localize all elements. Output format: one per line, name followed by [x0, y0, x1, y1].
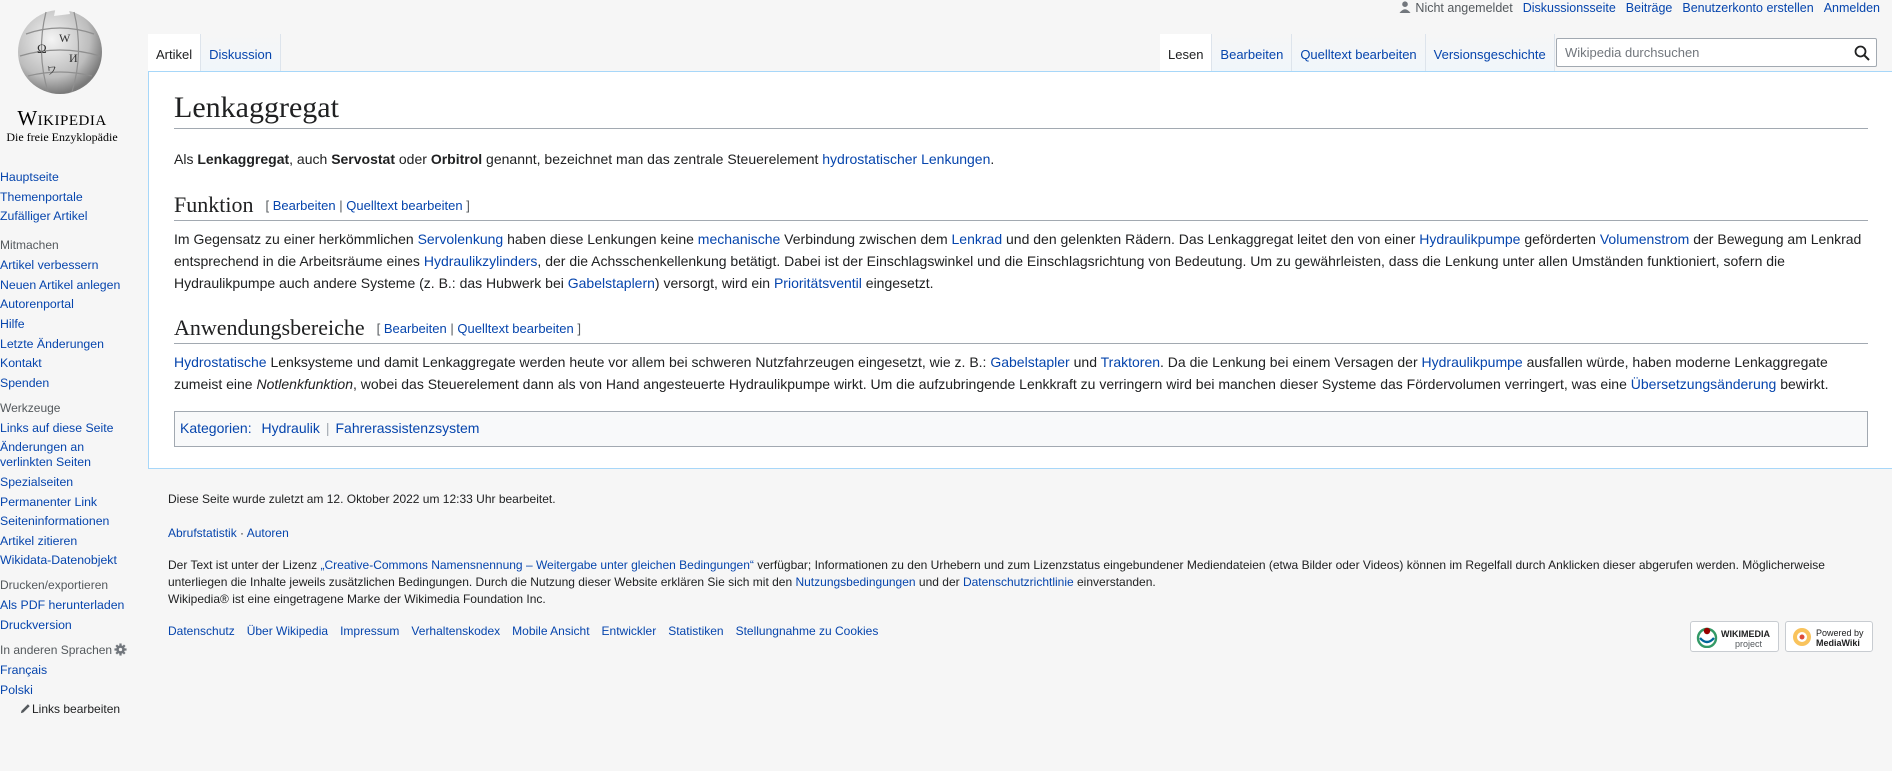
footer-license: Der Text ist unter der Lizenz „Creative-Commons Namensnennung – Weitergabe unter gleichen Bedingungen“ verfügbar; Informationen zu den Urhebern und zum Lizenzstatus eingebundener Mediendateien (etwa Bilder oder Videos) können im Regelfall durch Anklicken dieser abgerufen werden. Möglicherweise unterliegen die Inhalte jeweils zusätzlichen Bedingungen. Durch die Nutzung dieser Website erklären Sie sich mit den Nutzungsbedingungen und der Datenschutzrichtlinie einverstanden. Wikipedia® ist eine eingetragene Marke der Wikimedia Foundation Inc.: [168, 558, 1825, 606]
tab-article[interactable]: Artikel: [148, 34, 201, 72]
link-volumenstrom[interactable]: Volumenstrom: [1599, 231, 1690, 247]
sidebar-drucken: [0, 578, 140, 633]
tagline: Die freie Enzyklopädie: [6, 130, 118, 144]
tab-history[interactable]: Versionsgeschichte: [1426, 34, 1555, 72]
sidebar-item-pdf[interactable]: Als PDF herunterladen: [0, 598, 125, 613]
sidebar-item-francais[interactable]: Français: [0, 662, 48, 677]
tab-discussion[interactable]: Diskussion: [201, 34, 281, 72]
intro-paragraph: Als Lenkaggregat, auch Servostat oder Orbitrol genannt, bezeichnet man das zentrale Steuerelement hydrostatischer Lenkungen.: [174, 151, 995, 167]
link-traktoren[interactable]: Traktoren: [1100, 354, 1161, 370]
view-tabs: [1160, 34, 1555, 72]
sidebar-item-hauptseite[interactable]: Hauptseite: [0, 170, 59, 184]
sidebar-item-spenden[interactable]: Spenden: [0, 375, 50, 390]
link-gabelstaplern[interactable]: Gabelstaplern: [567, 275, 655, 291]
pencil-icon: [20, 703, 31, 714]
category-hydraulik[interactable]: Hydraulik: [261, 420, 320, 436]
page-title: Lenkaggregat: [174, 90, 1868, 129]
link-gabelstapler[interactable]: Gabelstapler: [990, 354, 1070, 370]
search-icon[interactable]: [1854, 45, 1870, 61]
footer-link-ueber[interactable]: Über Wikipedia: [246, 624, 329, 638]
link-hydrostatische-lenkungen[interactable]: hydrostatischer Lenkungen: [822, 151, 991, 167]
footer-trademark: Wikipedia® ist eine eingetragene Marke der Wikimedia Foundation Inc.: [168, 592, 546, 606]
sidebar-item-zufaelliger-artikel[interactable]: Zufälliger Artikel: [0, 209, 88, 224]
link-hydraulikpumpe[interactable]: Hydraulikpumpe: [1419, 231, 1521, 247]
sidebar-werkzeuge: [0, 401, 140, 569]
powered-by-mediawiki-badge[interactable]: Powered by MediaWiki: [1785, 621, 1873, 652]
category-fahrerassistenzsystem[interactable]: Fahrerassistenzsystem: [335, 420, 480, 436]
footer-info-links: Abrufstatistik · Autoren: [168, 526, 289, 540]
sidebar-item-aenderungen-verlinkt[interactable]: Änderungen an verlinkten Seiten: [0, 440, 91, 470]
link-hydraulikpumpe[interactable]: Hydraulikpumpe: [1421, 354, 1523, 370]
search-box: [1556, 38, 1877, 67]
personal-tools: [1399, 1, 1880, 15]
sidebar-item-permanenter-link[interactable]: Permanenter Link: [0, 494, 98, 509]
sidebar-item-artikel-verbessern[interactable]: Artikel verbessern: [0, 258, 99, 273]
section-heading-anwendungsbereiche: Anwendungsbereiche [ Bearbeiten | Quelltext bearbeiten ]: [174, 314, 1868, 344]
section-edit-links: [ Bearbeiten | Quelltext bearbeiten ]: [376, 321, 581, 336]
sidebar-item-spezialseiten[interactable]: Spezialseiten: [0, 474, 74, 489]
footer-link-verhaltenskodex[interactable]: Verhaltenskodex: [411, 624, 501, 638]
sidebar-item-autorenportal[interactable]: Autorenportal: [0, 297, 74, 312]
footer-link-cookies[interactable]: Stellungnahme zu Cookies: [735, 624, 879, 638]
tab-edit-source[interactable]: Quelltext bearbeiten: [1292, 34, 1425, 72]
sidebar-item-druckversion[interactable]: Druckversion: [0, 617, 72, 632]
link-hydraulikzylinders[interactable]: Hydraulikzylinders: [423, 253, 538, 269]
link-hydrostatische[interactable]: Hydrostatische: [174, 354, 267, 370]
footer-places: [168, 623, 878, 640]
footer-privacy-policy-link[interactable]: Datenschutzrichtlinie: [962, 575, 1074, 589]
content-area: [148, 71, 1892, 469]
sidebar-sprachen: [0, 643, 140, 717]
sidebar: [0, 170, 140, 727]
namespace-tabs: [148, 34, 281, 72]
sidebar-heading: Drucken/exportieren: [0, 578, 109, 593]
puzzle-globe-icon: [6, 4, 114, 104]
footer-link-statistiken[interactable]: Statistiken: [668, 624, 724, 638]
footer-link-datenschutz[interactable]: Datenschutz: [168, 624, 235, 638]
sidebar-item-neuen-artikel[interactable]: Neuen Artikel anlegen: [0, 277, 121, 292]
link-servolenkung[interactable]: Servolenkung: [417, 231, 504, 247]
sidebar-item-themenportale[interactable]: Themenportale: [0, 189, 83, 204]
footer-terms-link[interactable]: Nutzungsbedingungen: [795, 575, 916, 589]
tab-read[interactable]: Lesen: [1160, 34, 1212, 72]
talk-link[interactable]: Diskussionsseite: [1522, 1, 1616, 15]
sidebar-navigation: [0, 170, 140, 224]
edit-section-link[interactable]: Bearbeiten: [272, 198, 336, 213]
login-link[interactable]: Anmelden: [1823, 1, 1880, 15]
edit-section-link[interactable]: Bearbeiten: [383, 321, 447, 336]
sidebar-mitmachen: [0, 238, 140, 391]
link-uebersetzungsaenderung[interactable]: Übersetzungsänderung: [1630, 376, 1777, 392]
wikimedia-logo-icon: [1696, 626, 1718, 648]
sidebar-item-wikidata[interactable]: Wikidata-Datenobjekt: [0, 553, 117, 568]
edit-source-section-link[interactable]: Quelltext bearbeiten: [346, 198, 463, 213]
edit-interlanguage-links[interactable]: Links bearbeiten: [20, 702, 120, 716]
sidebar-item-letzte-aenderungen[interactable]: Letzte Änderungen: [0, 336, 104, 351]
search-input[interactable]: [1557, 39, 1837, 66]
svg-text:Ω: Ω: [37, 41, 47, 56]
sidebar-item-seiteninformationen[interactable]: Seiteninformationen: [0, 514, 110, 529]
wordmark: Wikipedia: [17, 106, 107, 130]
sidebar-item-kontakt[interactable]: Kontakt: [0, 356, 42, 371]
funktion-paragraph: Im Gegensatz zu einer herkömmlichen Servolenkung haben diese Lenkungen keine mechanische Verbindung zwischen dem Lenkrad und den gelenkten Rädern. Das Lenkaggregat leitet den von einer Hydraulikpumpe geförderten Volumenstrom der Bewegung am Lenkrad entsprechend in die Arbeitsräume eines Hydraulikzylinders, der die Achsschenkellenkung betätigt. Dabei ist der Einschlagswinkel und die Einschlagsrichtung von Bedeutung. Um zu gewährleisten, dass die Lenkung unter allen Umständen funktioniert, sofern die Hydraulikpumpe auch andere Systeme (z. B.: das Hubwerk bei Gabelstaplern) versorgt, wird ein Prioritätsventil eingesetzt.: [174, 231, 1862, 291]
svg-text:W: W: [59, 31, 71, 45]
contributions-link[interactable]: Beiträge: [1625, 1, 1673, 15]
sidebar-heading: In anderen Sprachen: [0, 643, 140, 657]
wikimedia-project-badge[interactable]: WIKIMEDIA project: [1690, 621, 1779, 652]
categories-label[interactable]: Kategorien:: [180, 420, 252, 436]
wikipedia-logo[interactable]: [0, 0, 124, 150]
sidebar-item-artikel-zitieren[interactable]: Artikel zitieren: [0, 533, 78, 548]
category-links: Kategorien: Hydraulik | Fahrerassistenzsystem: [174, 411, 1868, 447]
not-logged-in: Nicht angemeldet: [1399, 1, 1512, 15]
footer-link-mobile[interactable]: Mobile Ansicht: [512, 624, 590, 638]
create-account-link[interactable]: Benutzerkonto erstellen: [1682, 1, 1814, 15]
sidebar-heading: Mitmachen: [0, 238, 59, 253]
mediawiki-logo-icon: [1791, 626, 1813, 648]
footer-lastmod: Diese Seite wurde zuletzt am 12. Oktober 2022 um 12:33 Uhr bearbeitet.: [168, 492, 556, 506]
footer-link-impressum[interactable]: Impressum: [340, 624, 400, 638]
footer-link-entwickler[interactable]: Entwickler: [601, 624, 657, 638]
gear-icon[interactable]: [114, 643, 127, 656]
sidebar-item-links-auf-seite[interactable]: Links auf diese Seite: [0, 420, 114, 435]
user-icon: [1399, 1, 1411, 13]
edit-source-section-link[interactable]: Quelltext bearbeiten: [457, 321, 574, 336]
sidebar-heading: Werkzeuge: [0, 400, 61, 415]
footer-stats-link[interactable]: Abrufstatistik: [168, 526, 237, 540]
section-heading-funktion: Funktion [ Bearbeiten | Quelltext bearbeiten ]: [174, 191, 1868, 221]
link-prioritaetsventil[interactable]: Prioritätsventil: [773, 275, 862, 291]
tab-edit[interactable]: Bearbeiten: [1212, 34, 1292, 72]
anwendungsbereiche-paragraph: Hydrostatische Lenksysteme und damit Lenkaggregate werden heute vor allem bei schweren Nutzfahrzeugen eingesetzt, wie z. B.: Gabelstapler und Traktoren. Da die Lenkung bei einem Versagen der Hydraulikpumpe ausfallen würde, haben moderne Lenkaggregate zumeist eine Notlenkfunktion, wobei das Steuerelement dann als von Hand angesteuerte Hydraulikpumpe wirkt. Um die aufzubringende Lenkkraft zu verringern wird bei manchen dieser Systeme das Fördervolumen verringert, was eine Übersetzungsänderung bewirkt.: [174, 354, 1829, 392]
sidebar-item-polski[interactable]: Polski: [0, 682, 33, 697]
svg-text:И: И: [69, 51, 78, 65]
sidebar-item-hilfe[interactable]: Hilfe: [0, 316, 25, 331]
link-lenkrad[interactable]: Lenkrad: [951, 231, 1003, 247]
footer-authors-link[interactable]: Autoren: [246, 526, 289, 540]
svg-text:ワ: ワ: [46, 65, 57, 77]
link-mechanische[interactable]: mechanische: [697, 231, 781, 247]
section-edit-links: [ Bearbeiten | Quelltext bearbeiten ]: [265, 198, 470, 213]
footer-license-link[interactable]: „Creative-Commons Namensnennung – Weitergabe unter gleichen Bedingungen“: [320, 558, 754, 572]
